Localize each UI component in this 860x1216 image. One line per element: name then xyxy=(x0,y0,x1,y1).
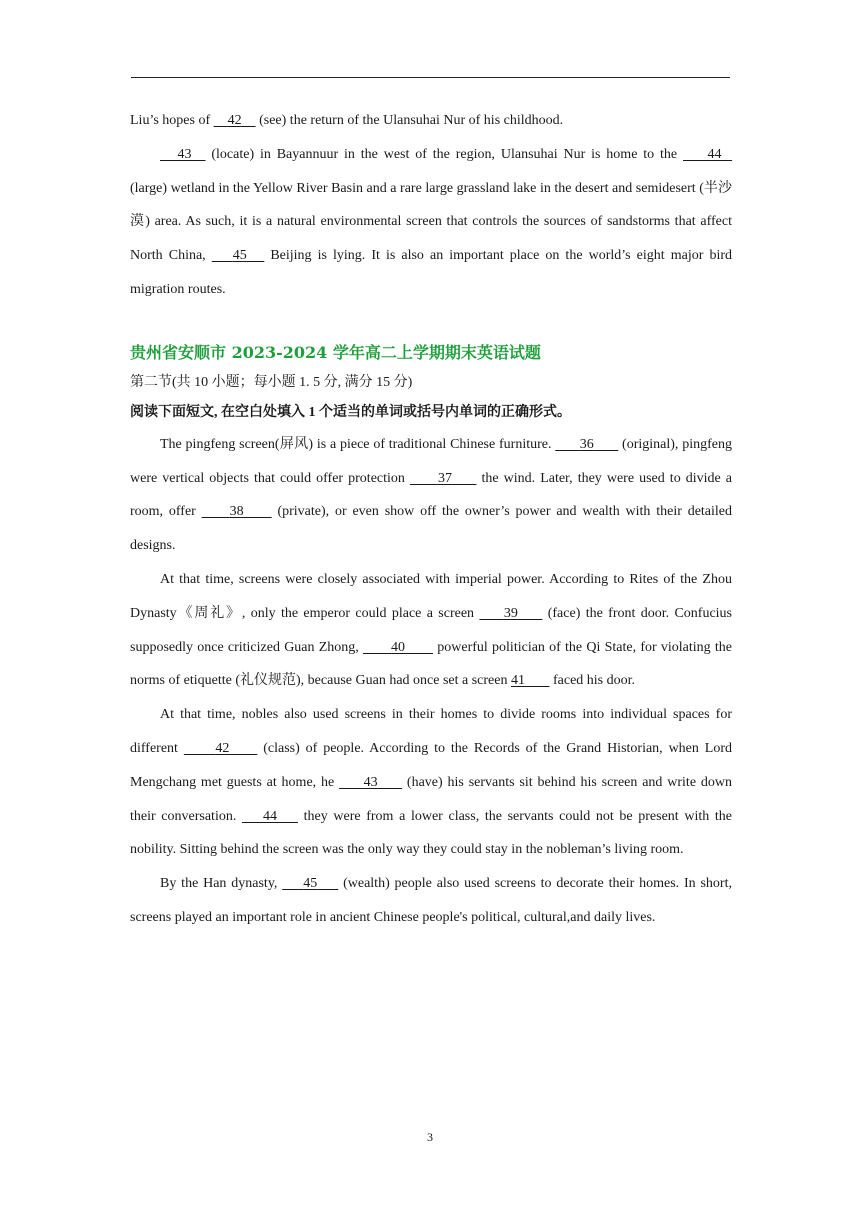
blank-39[interactable]: 39 xyxy=(503,605,518,621)
blank-45b[interactable]: 45 xyxy=(303,876,318,892)
blank-37[interactable]: 37 xyxy=(437,470,452,486)
blank-44b[interactable]: 44 xyxy=(262,808,277,824)
blank-36[interactable]: 36 xyxy=(579,436,594,452)
passage-paragraph-3: At that time, nobles also used screens in their homes to divide rooms into individual spaces for different 42 (class) of people. According to the Records of the Grand Historian, when Lord Mengchang met guests at home, he 43 (have) his servants sit behind his screen and write down their conversation. 44 they were from a lower class, the servants could not be present with the nobility. Sitting behind the screen was the only way they could stay in the nobleman’s living room. xyxy=(130,707,732,858)
blank-40[interactable]: 40 xyxy=(391,639,406,655)
blank-42[interactable]: 42 xyxy=(227,113,242,128)
section-subtitle: 第二节(共 10 小题；每小题 1. 5 分, 满分 15 分) xyxy=(130,374,413,390)
text-run: Beijing is lying. It is also an important place on the world’s eight major bird migration routes. xyxy=(130,248,733,297)
text-run: (see) the return of the Ulansuhai Nur of his childhood. xyxy=(255,113,564,128)
page-content xyxy=(130,104,732,935)
passage-paragraph-1: The pingfeng screen(屏风) is a piece of traditional Chinese furniture. 36 (original), pingfeng were vertical objects that could offer protection 37 the wind. Later, they were used to divide a room, offer 38 (private), or even show off the owner’s power and wealth with their detailed designs. xyxy=(130,428,732,563)
text-run: Liu’s hopes of xyxy=(130,113,214,128)
text-run: (large) wetland in the Yellow River Basin and a rare large grassland lake in the desert and semidesert (半沙漠) area. As such, it is a natural environmental screen that controls the sources of sandstorms that affect North China, xyxy=(130,180,732,264)
section-instruction: 阅读下面短文, 在空白处填入 1 个适当的单词或括号内单词的正确形式。 xyxy=(130,404,571,420)
blank-43b[interactable]: 43 xyxy=(363,774,378,790)
blank-44[interactable]: 44 xyxy=(707,146,722,162)
top-paragraph-2 xyxy=(130,138,732,307)
passage-paragraph-2: At that time, screens were closely associated with imperial power. According to Rites of the Zhou Dynasty《周礼》, only the emperor could place a screen 39 (face) the front door. Confucius supposedly once criticized Guan Zhong, 40 powerful politician of the Qi State, for violating the norms of etiquette (礼仪规范), because Guan had once set a screen 41 faced his door. xyxy=(130,563,732,698)
header-rule xyxy=(131,77,730,78)
top-paragraph-1 xyxy=(130,104,732,138)
blank-45[interactable]: 45 xyxy=(232,248,247,264)
blank-42b[interactable]: 42 xyxy=(215,740,230,756)
blank-38[interactable]: 38 xyxy=(229,504,244,520)
blank-41[interactable]: 41 xyxy=(510,673,525,689)
passage-paragraph-4: By the Han dynasty, 45 (wealth) people also used screens to decorate their homes. In short, screens played an important role in ancient Chinese people's political, cultural,and daily lives. xyxy=(130,867,732,935)
blank-43[interactable]: 43 xyxy=(177,146,192,162)
page-number: 3 xyxy=(427,1130,433,1144)
section-title: 贵州省安顺市 2023-2024 学年高二上学期期末英语试题 xyxy=(130,342,541,362)
text-run: (locate) in Bayannuur in the west of the region, Ulansuhai Nur is home to the xyxy=(205,146,683,162)
